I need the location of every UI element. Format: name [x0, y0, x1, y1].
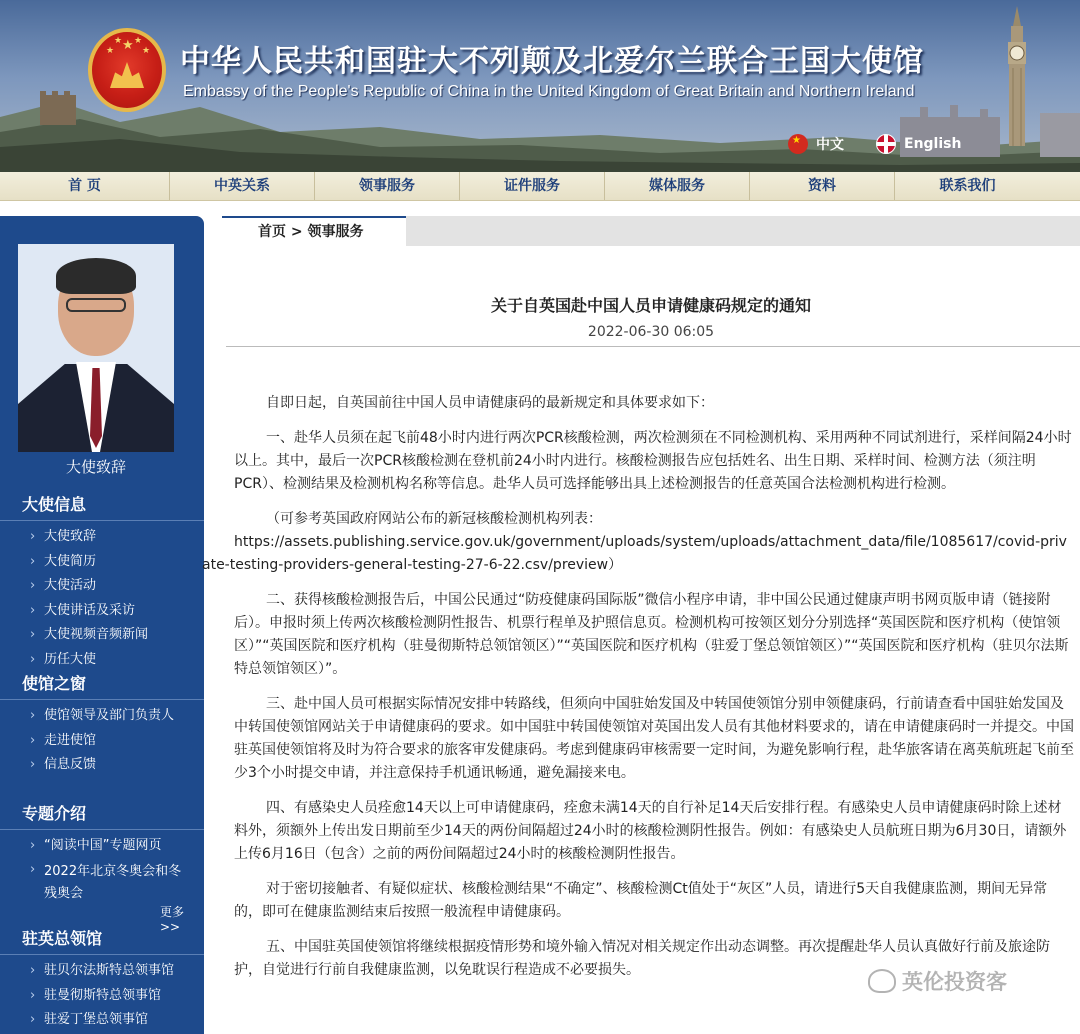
- nav-contact-us[interactable]: 联系我们: [939, 178, 996, 194]
- portrait-caption[interactable]: 大使致辞: [65, 458, 126, 476]
- site-banner: [0, 0, 1080, 172]
- sidebar-item-video-audio-news[interactable]: › 大使视频音频新闻: [0, 623, 204, 648]
- paragraph-3: 二、获得核酸检测报告后，中国公民通过“防疫健康码国际版”微信小程序申请，非中国公民通过健康声明书网页版申请（链接附后）。申报时须上传两次核酸检测阴性报告、机票行程单及护照信息页。检测机构可按领区划分分别选择“英国医院和医疗机构（使馆领区）”“英国医院和医疗机构（驻曼彻斯特总领馆领区）”“英国医院和医疗机构（驻爱丁堡总领馆领区）”“英国医院和医疗机构（驻贝尔法斯特总领馆领区）”。: [234, 592, 1069, 677]
- wechat-icon: [868, 969, 896, 993]
- uk-flag-icon: [876, 134, 896, 154]
- ambassador-portrait[interactable]: [18, 244, 174, 452]
- sidebar-item-belfast-consulate[interactable]: › 驻贝尔法斯特总领事馆: [0, 959, 204, 984]
- sidebar-item-edinburgh-consulate[interactable]: › 驻爱丁堡总领事馆: [0, 1008, 204, 1033]
- lang-chinese-link[interactable]: [788, 134, 844, 154]
- sidebar: [0, 216, 204, 1034]
- more-topics-link[interactable]: 更多>>: [160, 905, 185, 934]
- nav-china-uk-relations[interactable]: 中英关系: [170, 172, 315, 200]
- nav-resources[interactable]: 资料: [750, 172, 895, 200]
- big-ben-illustration: [1000, 6, 1034, 146]
- sidebar-item-former-ambassadors[interactable]: › 历任大使: [0, 648, 204, 673]
- paragraph-7: 五、中国驻英国使领馆将继续根据疫情形势和境外输入情况对相关规定作出动态调整。再次提醒赴华人员认真做好行前及旅途防护，自觉进行行前自我健康监测，以免耽误行程造成不必要损失。: [234, 939, 1050, 978]
- sidebar-item-winter-olympics[interactable]: › 2022年北京冬奥会和冬残奥会: [0, 859, 204, 905]
- sidebar-section-embassy: [0, 669, 204, 778]
- national-emblem-icon: ★ ★ ★ ★ ★: [88, 28, 166, 112]
- testing-providers-link[interactable]: https://assets.publishing.service.gov.uk/government/uploads/system/uploads/attachment_data/file/1085617/covid-private-testing-providers-general-testing-27-6-22.csv/preview）: [202, 534, 1067, 573]
- paragraph-6: 对于密切接触者、有疑似症状、核酸检测结果“不确定”、核酸检测Ct值处于“灰区”人员，请进行5天自我健康监测，期间无异常的，即可在健康监测结束后按照一般流程申请健康码。: [234, 881, 1048, 920]
- watermark-text: 英伦投资客: [902, 970, 1007, 994]
- embassy-title-cn: 中华人民共和国驻大不列颠及北爱尔兰联合王国大使馆: [180, 44, 924, 79]
- section-heading: 驻英总领馆: [0, 924, 204, 955]
- breadcrumb-home-link[interactable]: 首页: [258, 224, 286, 240]
- breadcrumb-current-link[interactable]: 领事服务: [307, 224, 364, 240]
- sidebar-section-consulates: [0, 924, 204, 1033]
- sidebar-section-topics: [0, 799, 204, 905]
- sidebar-item-read-china[interactable]: › “阅读中国”专题网页: [0, 834, 204, 859]
- title-divider: [226, 346, 1080, 347]
- breadcrumb-bar: [222, 216, 1080, 246]
- sidebar-item-ambassador-speech[interactable]: › 大使致辞: [0, 525, 204, 550]
- main-nav: [0, 172, 1080, 201]
- lang-english-link[interactable]: [876, 134, 961, 154]
- paragraph-1: 一、赴华人员须在起飞前48小时内进行两次PCR核酸检测，两次检测须在不同检测机构、采用两种不同试剂进行，采样间隔24小时以上。其中，最后一次PCR核酸检测在登机前24小时内进行。核酸检测报告应包括姓名、出生日期、采样时间、检测方法（须注明PCR）、检测结果及检测机构名称等信息。赴华人员可选择能够出具上述检测报告的任意英国合法检测机构进行检测。: [234, 430, 1072, 492]
- article-body: [202, 392, 1074, 994]
- breadcrumb: [222, 216, 406, 246]
- china-flag-icon: [788, 134, 808, 154]
- sidebar-item-speeches-interviews[interactable]: › 大使讲话及采访: [0, 599, 204, 624]
- testing-list-note: （可参考英国政府网站公布的新冠核酸检测机构列表：: [266, 511, 602, 527]
- breadcrumb-separator: >: [290, 224, 303, 240]
- paragraph-intro: 自即日起，自英国前往中国人员申请健康码的最新规定和具体要求如下：: [266, 395, 714, 411]
- wechat-watermark: [868, 966, 1007, 996]
- nav-media-services[interactable]: 媒体服务: [605, 172, 750, 200]
- nav-document-services[interactable]: 证件服务: [460, 172, 605, 200]
- sidebar-item-embassy-leaders[interactable]: › 使馆领导及部门负责人: [0, 704, 204, 729]
- paragraph-2-note: [202, 508, 1074, 577]
- sidebar-item-manchester-consulate[interactable]: › 驻曼彻斯特总领事馆: [0, 984, 204, 1009]
- nav-home[interactable]: 首 页: [0, 172, 170, 200]
- section-heading: 专题介绍: [0, 799, 204, 830]
- article-date: 2022-06-30 06:05: [587, 324, 715, 340]
- sidebar-item-ambassador-activities[interactable]: › 大使活动: [0, 574, 204, 599]
- embassy-title-en: Embassy of the People's Republic of China in the United Kingdom of Great Britain and Northern Ireland: [183, 83, 915, 100]
- paragraph-4: 三、赴中国人员可根据实际情况安排中转路线，但须向中国驻始发国及中转国使领馆分别申领健康码，行前请查看中国驻始发国及中转国使领馆网站关于申请健康码的要求。如中国驻中转国使领馆对英国出发人员有其他材料要求的，请在申请健康码时一并提交。中国驻英国使领馆将及时为符合要求的旅客审发健康码。考虑到健康码审核需要一定时间，为避免影响行程，赴华旅客请在离英航班起飞前至少3个小时提交申请，并注意保持手机通讯畅通，避免漏接来电。: [234, 696, 1074, 781]
- sidebar-item-about-embassy[interactable]: › 走进使馆: [0, 729, 204, 754]
- lang-english-label: English: [904, 136, 962, 152]
- sidebar-section-ambassador: [0, 490, 204, 672]
- section-heading: 大使信息: [0, 490, 204, 521]
- lang-chinese-label: 中文: [816, 137, 844, 153]
- section-heading: 使馆之窗: [0, 669, 204, 700]
- article-title: 关于自英国赴中国人员申请健康码规定的通知: [490, 296, 811, 315]
- nav-consular-services[interactable]: 领事服务: [315, 172, 460, 200]
- sidebar-item-ambassador-bio[interactable]: › 大使简历: [0, 550, 204, 575]
- paragraph-5: 四、有感染史人员痊愈14天以上可申请健康码，痊愈未满14天的自行补足14天后安排行程。有感染史人员申请健康码时除上述材料外，须额外上传出发日期前至少14天的两份间隔超过24小时的核酸检测阴性报告。例如：有感染史人员航班日期为6月30日，请额外上传6月16日（包含）之前的两份间隔超过24小时的核酸检测阴性报告。: [234, 800, 1067, 862]
- sidebar-item-feedback[interactable]: › 信息反馈: [0, 753, 204, 778]
